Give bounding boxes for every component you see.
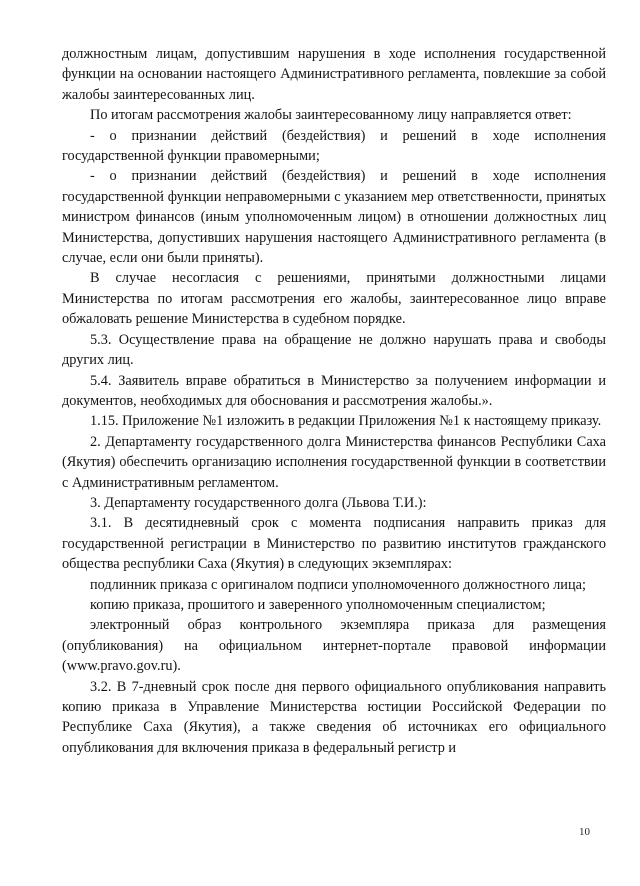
paragraph: электронный образ контрольного экземпляра приказа для размещения (опубликования) на официальном интернет-портале правовой информации (www.pravo.gov.ru). [62,617,606,675]
paragraph: подлинник приказа с оригиналом подписи уполномоченного должностного лица; [90,576,586,593]
paragraph: - о признании действий (бездействия) и решений в ходе исполнения государственной функции правомерными; [62,127,606,165]
paragraph: копию приказа, прошитого и заверенного уполномоченным специалистом; [90,596,546,613]
paragraph: По итогам рассмотрения жалобы заинтересованному лицу направляется ответ: [90,107,572,124]
page-number: 10 [579,826,590,838]
paragraph: 5.3. Осуществление права на обращение не должно нарушать права и свободы других лиц. [62,331,606,369]
paragraph: 3.2. В 7-дневный срок после дня первого официального опубликования направить копию приказа в Управление Министерства юстиции Российской Федерации по Республике Саха (Якутия), а также сведения об источниках его официального опубликования для включения приказа в федеральный регистр и [62,678,606,756]
paragraph: В случае несогласия с решениями, принятыми должностными лицами Министерства по итогам рассмотрения его жалобы, заинтересованное лицо вправе обжаловать решение Министерства в судебном порядке. [62,270,606,328]
document-body [62,44,606,758]
paragraph: 3. Департаменту государственного долга (Львова Т.И.): [90,494,427,511]
paragraph: 3.1. В десятидневный срок с момента подписания направить приказ для государственной регистрации в Министерство по развитию институтов гражданского общества республики Саха (Якутия) в следующих экземплярах: [62,515,606,573]
paragraph: должностным лицам, допустившим нарушения в ходе исполнения государственной функции на основании настоящего Административного регламента, повлекшие за собой жалобы заинтересованных лиц. [62,46,606,103]
paragraph: - о признании действий (бездействия) и решений в ходе исполнения государственной функции неправомерными с указанием мер ответственности, принятых министром финансов (иным уполномоченным лицом) в отношении должностных лиц Министерства, допустивших нарушения настоящего Административного регламента (в случае, если они были приняты). [62,168,606,267]
paragraph: 2. Департаменту государственного долга Министерства финансов Республики Саха (Якутия) обеспечить организацию исполнения государственной функции в соответствии с Административным регламентом. [62,433,606,491]
paragraph: 1.15. Приложение №1 изложить в редакции Приложения №1 к настоящему приказу. [90,413,602,430]
paragraph: 5.4. Заявитель вправе обратиться в Министерство за получением информации и документов, необходимых для обоснования и рассмотрения жалобы.». [62,372,606,409]
